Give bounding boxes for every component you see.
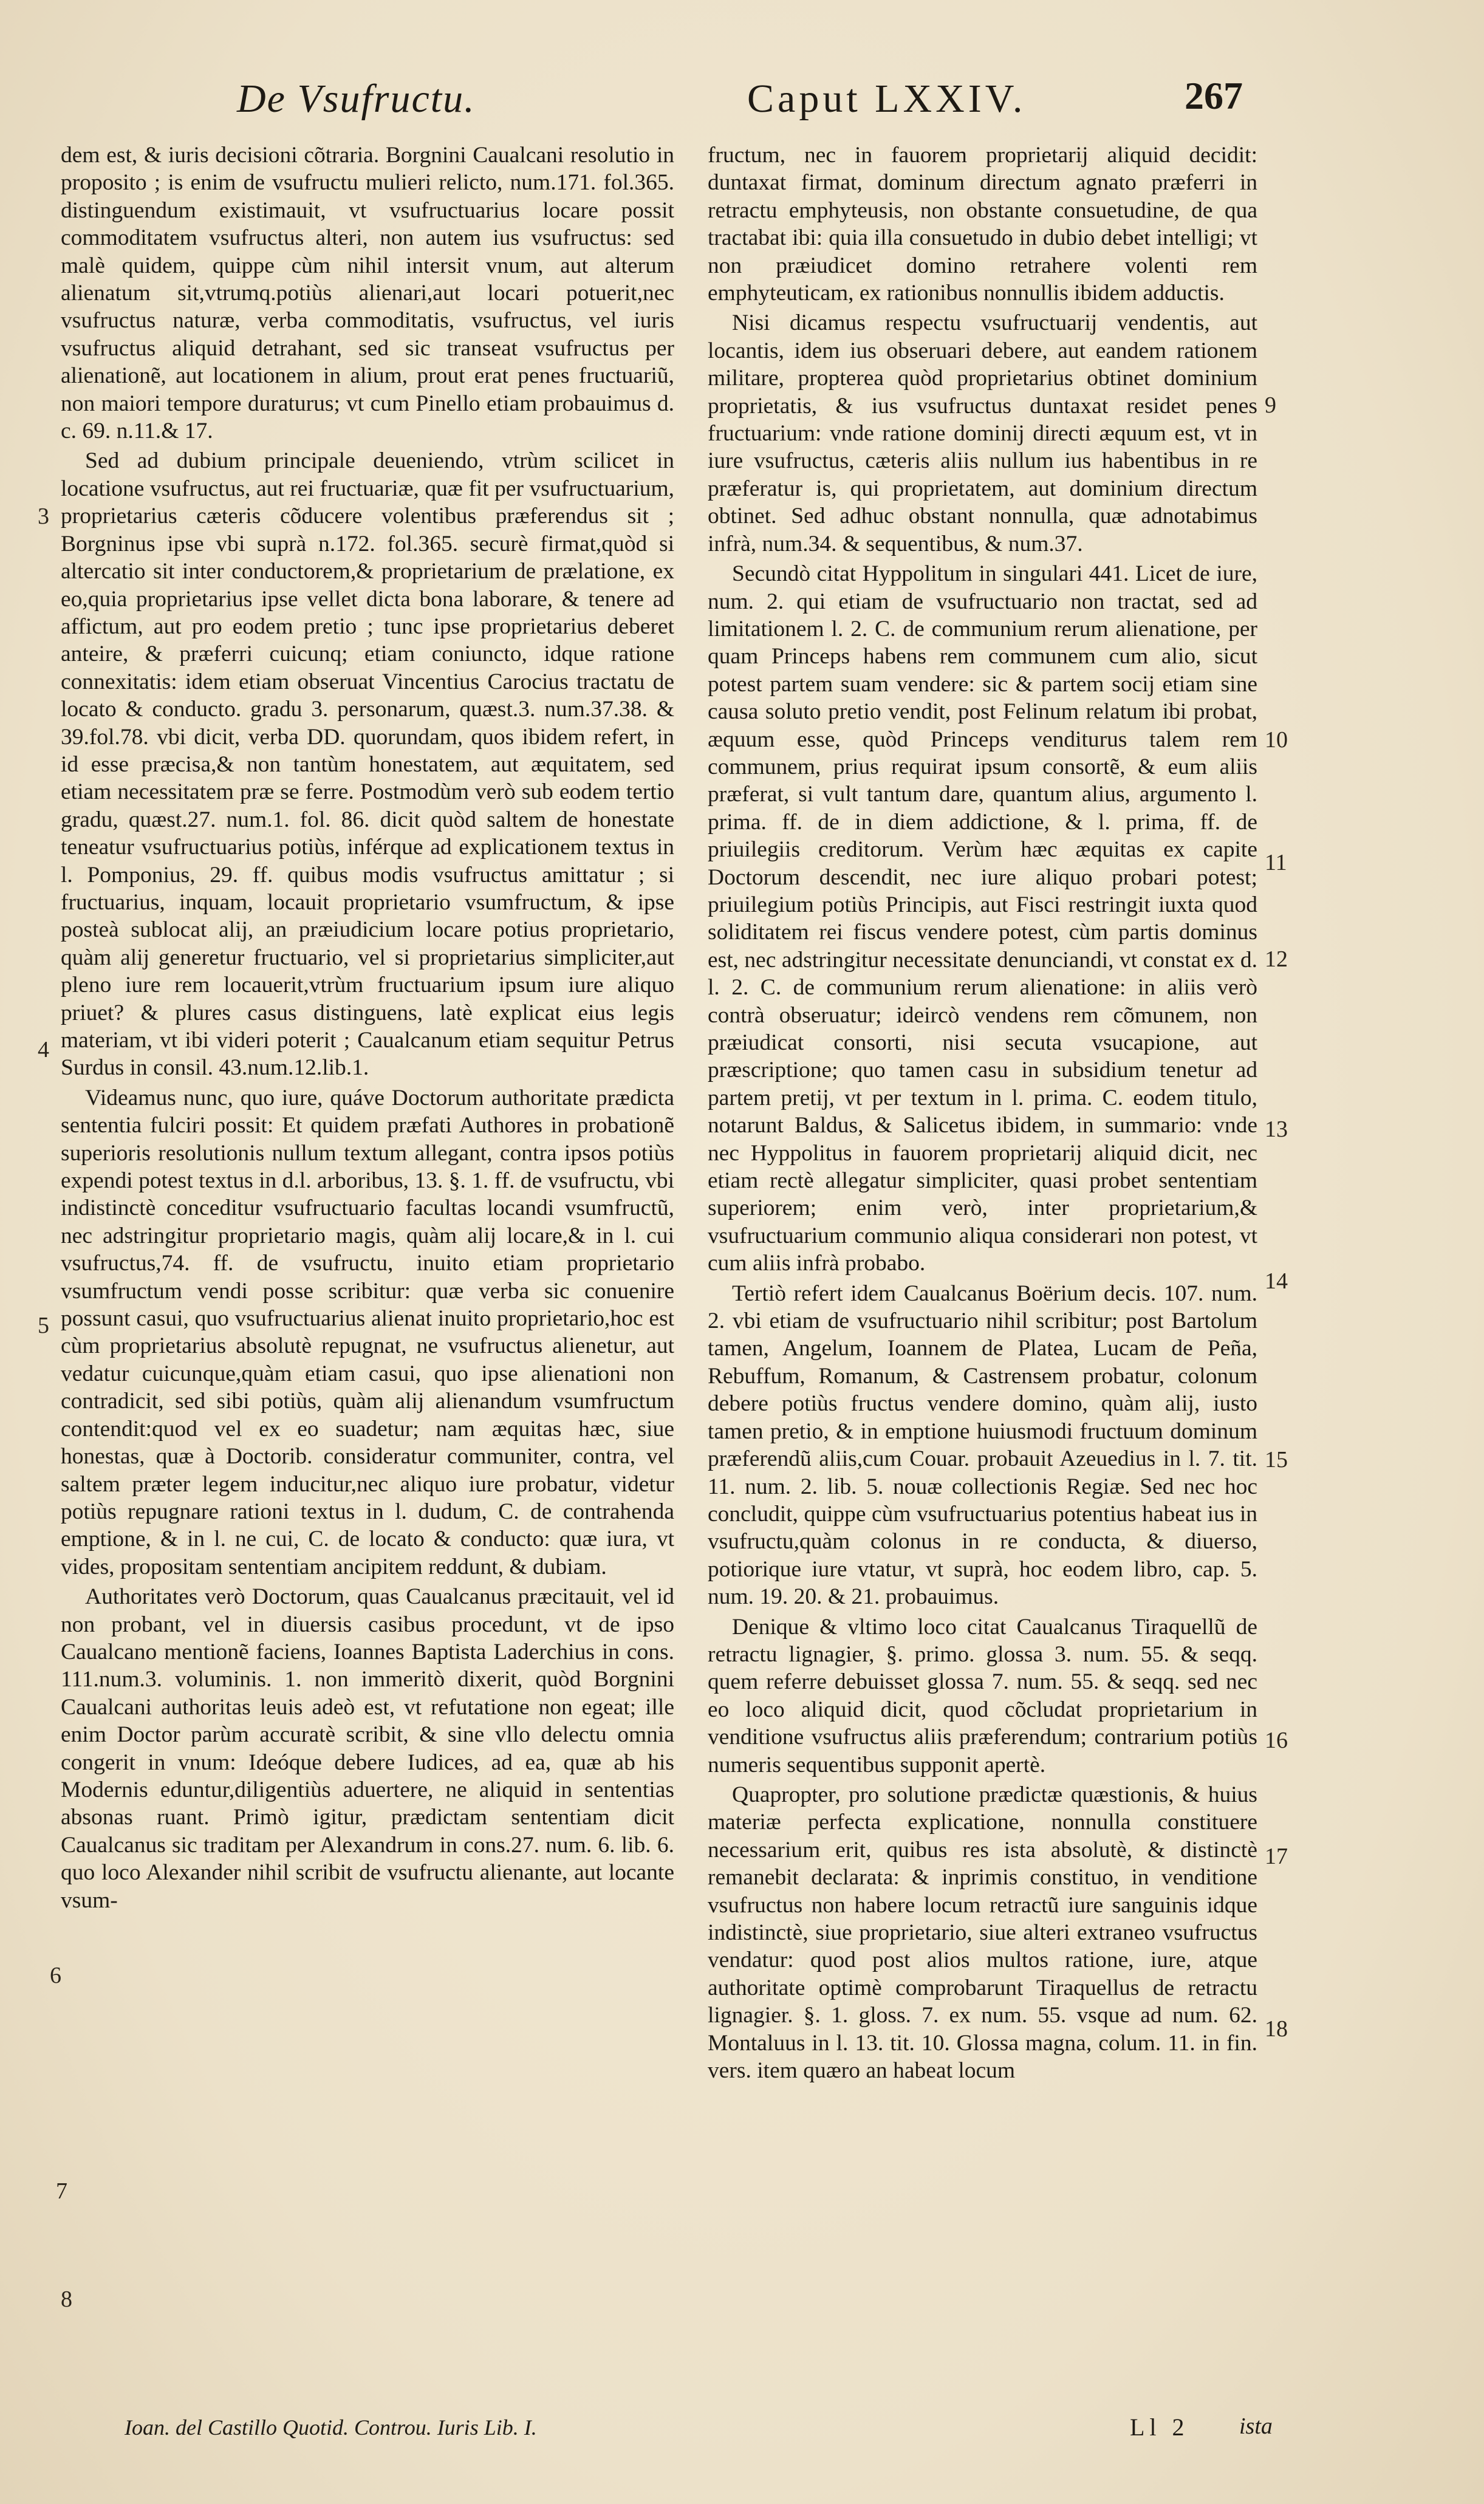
margin-number: 17 [1265,1844,1288,1869]
margin-number: 13 [1265,1117,1288,1142]
paragraph: Videamus nunc, quo iure, quáve Doctorum authoritate prædicta sententia fulciri possit: Et quidem præfati Authores in probationẽ superioris resolutionis nullum textum allegant, contra ipsos potiùs expendi potest textus in d.l. arboribus, 13. §. 1. ff. de vsufructu, vbi indistinctè conceditur vsufructuario facultas locandi vsumfructũ, nec adstringitur proprietario magis, quàm alij locare,& in l. cui vsufructus,74. ff. de vsufructu, inuito etiam proprietario vsumfructum vendi posse scribitur: quæ verba sic conuenire possunt casui, quo vsufructuarius alienat inuito proprietario,hoc est cùm proprietarius absolutè repugnat, ne vsufructus alienetur, aut vedatur cuicunque,quàm etiam casui, quo ipse alienationi non contradicit, sed sibi potiùs, quàm alij alienandum vsumfructum contendit:quod vel ex eo suadetur; nam æquitas hæc, siue honestas, quæ à Doctorib. consideratur communiter, contra, vel saltem præter legem inducitur,nec aliquo iure probatur, videtur potiùs repugnare rationi textus in l. dudum, C. de contrahenda emptione, & in l. ne cui, C. de locato & conducto: quæ iura, vt vides, propositam sententiam ancipitem reddunt, & dubiam. [61,1085,674,1579]
margin-number: 14 [1265,1268,1288,1294]
running-head-center: Caput LXXIV. [747,77,1027,121]
signature-mark: Ll 2 [1130,2413,1189,2441]
paragraph: Tertiò refert idem Caualcanus Boërium decis. 107. num. 2. vbi etiam de vsufructuario nihil scribitur; post Bartolum tamen, Angelum, Ioannem de Platea, Lucam de Peña, Rebuffum, Romanum, & Castrensem probatur, colonum debere potiùs fructus vendere domino, quàm alij, iusto tamen pretio, & in emptione huiusmodi fructuum dominum præferendũ aliis,cum Couar. probauit Azeuedius in l. 7. tit. 11. num. 2. lib. 5. nouæ collectionis Regiæ. Sed nec hoc concludit, quippe cùm vsufructuarius potentius habeat ius in vsufructu,quàm colonus in re conducta, & diuerso, potiorique iure vtatur, vt suprà, hoc eodem libro, cap. 5. num. 19. 20. & 21. probauimus. [708,1281,1257,1610]
paragraph: Nisi dicamus respectu vsufructuarij vendentis, aut locantis, idem ius obseruari debere, aut eandem rationem militare, propterea quòd proprietarius obtinet dominium proprietatis, & ius vsufructus duntaxat residet penes fructuarium: vnde ratione dominij directi æquum est, vt in iure vsufructus, cæteris aliis nullum ius habentibus in re præferatur is, qui proprietatem, aut dominium directum obtinet. Sed adhuc obstant nonnulla, quæ adnotabimus infrà, num.34. & sequentibus, & num.37. [708,310,1257,556]
margin-number: 18 [1265,2016,1288,2042]
paragraph: Secundò citat Hyppolitum in singulari 441. Licet de iure, num. 2. qui etiam de vsufructuario non tractat, sed ad limitationem l. 2. C. de communium rerum alienatione, per quam Princeps habens rem communem cum alio, sicut potest partem suam vendere: sic & partem socij etiam sine causa soluto pretio vendit, post Felinum relatum ibi probat, æquum esse, quòd Princeps venditurus talem rem communem, prius requirat ipsum consortẽ, & eum aliis præferat, si vult tantum dare, quantum alius, argumento l. prima. ff. de in diem addictione, & l. prima, ff. de priuilegiis creditorum. Verùm hæc æquitas ex capite Doctorum descendit, nec iure aliquo probari potest; priuilegium potiùs Principis, aut Fisci restringit iuxta quod soliditatem rei fiscus vendere potest, cùm partis dominus est, nec adstringitur necessitate denunciandi, vt constat ex d. l. 2. C. de communium rerum alienatione: in aliis verò contrà obseruatur; ideircò vendens rem cõmunem, non præiudicat consorti, nisi secuta vsucapione, aut præscriptione; quo tamen casu in subsidium tenetur ad partem pretij, vt per textum in l. prima. C. eodem titulo, notarunt Baldus, & Salicetus ibidem, in summario: vnde nec Hyppolitus in fauorem proprietarij aliquid dicit, nec etiam rectè allegatur simpliciter, quasi probet sententiam superiorem; enim verò, inter proprietarium,& vsufructuarium communio aliqua considerari non potest, vt cum aliis infrà probabo. [708,561,1257,1276]
margin-number: 7 [56,2178,67,2204]
margin-number: 15 [1265,1447,1288,1473]
page-header [0,76,1484,137]
paragraph: Quapropter, pro solutione prædictæ quæstionis, & huius materiæ perfecta explicatione, nonnulla constituere necessarium erit, quibus res ista absolutè, & distinctè remanebit declarata: & inprimis constituo, in venditione vsufructus non habere locum retractũ iure sanguinis idque indistinctè, siue proprietario, siue alteri extraneo vsufructus vendatur: quod post alios multos ratione, iure, atque authoritate optimè comprobarunt Tiraquellus de retractu lignagier. §. 1. gloss. 7. ex num. 55. vsque ad num. 62. Montaluus in l. 13. tit. 10. Glossa magna, colum. 11. in fin. vers. item quæro an habeat locum [708,1782,1257,2084]
margin-number: 12 [1265,946,1288,972]
paragraph: fructum, nec in fauorem proprietarij aliquid decidit: duntaxat firmat, dominum directum agnato præferri in retractu emphyteusis, non obstante consuetudine, de qua tractabat ibi: quia illa consuetudo in dubio debet intelligi; vt non præiudicet domino retrahere volenti rem emphyteuticam, ex rationibus nonnullis ibidem adductis. [708,143,1257,306]
right-column [708,142,1257,2407]
margin-number: 6 [50,1963,61,1988]
margin-number: 11 [1265,850,1287,875]
margin-number: 4 [38,1037,49,1062]
margin-number: 5 [38,1313,49,1338]
margin-number: 8 [61,2287,72,2312]
footer-running-title: Ioan. del Castillo Quotid. Controu. Iuris Lib. I. [125,2415,537,2440]
margin-number: 16 [1265,1728,1288,1753]
page-number: 267 [1185,74,1243,117]
paragraph: Denique & vltimo loco citat Caualcanus Tiraquellũ de retractu lignagier, §. primo. glossa 3. num. 55. & seqq. quem referre debuisset glossa 7. num. 55. & seqq. sed nec eo loco aliquid dicit, quod cõcludat proprietarium in venditione vsufructus aliis præferendum; contrarium potiùs numeris sequentibus supponit apertè. [708,1614,1257,1777]
paragraph: Authoritates verò Doctorum, quas Caualcanus præcitauit, vel id non probant, vel in diuersis casibus procedunt, vt de ipso Caualcano mentionẽ faciens, Ioannes Baptista Laderchius in cons. 111.num.3. voluminis. 1. non immeritò dixerit, quòd Borgnini Caualcani authoritas leuis adeò est, vt refutatione non egeat; ille enim Doctor parùm accuratè scribit, & sine vllo delectu omnia congerit in vnum: Ideóque debere Iudices, ad ea, quæ ab his Modernis eduntur,diligentiùs aduertere, ne aliquid in sententias absonas ruant. Primò igitur, prædictam sententiam dicit Caualcanus sic traditam per Alexandrum in cons.27. num. 6. lib. 6. quo loco Alexander nihil scribit de vsufructu alienante, aut locante vsum- [61,1584,674,1913]
margin-number: 3 [38,504,49,529]
left-column [61,142,674,2407]
margin-number: 10 [1265,727,1288,753]
running-head-left: De Vsufructu. [237,77,476,121]
margin-number: 9 [1265,392,1276,418]
paragraph: Sed ad dubium principale deueniendo, vtrùm scilicet in locatione vsufructus, aut rei fructuariæ, quæ fit per vsufructuarium, proprietarius cæteris cõducere volentibus præferendus sit ; Borgninus ipse vbi suprà n.172. fol.365. securè firmat,quòd si altercatio sit inter conductorem,& proprietarium de prælatione, ex eo,quia proprietarius ipse vellet dicta bona laborare, & tenere ad affictum, aut pro eodem pretio ; tunc ipse proprietarius deberet anteire, & præferri cuicunq; etiam coniuncto, idque ratione connexitatis: idem etiam obseruat Vincentius Carocius tractatu de locato & conducto. gradu 3. personarum, quæst.3. num.37.38. & 39.fol.78. vbi dicit, verba DD. quorundam, quos ibidem refert, in id esse præcisa,& non tantùm honestatem, aut æquitatem, sed etiam necessitatem præ se ferre. Postmodùm verò sub eodem tertio gradu, quæst.27. num.1. fol. 86. dicit quòd saltem de honestate teneatur vsufructuarius potiùs, inférque ad explicationem textus in l. Pomponius, 29. ff. quibus modis vsufructus amittatur ; si fructuarius, inquam, locauit proprietario vsumfructum, & ipse posteà sublocat alij, an præiudicium locare potius proprietario, quàm alij generetur fructuario, vel si proprietarius simpliciter,aut pleno iure rem locauerit,vtrùm fructuarium ipsum iure aliquo priuet? & plures casus distinguens, latè explicat eius legis materiam, vt ibi videri poterit ; Caualcanum etiam sequitur Petrus Surdus in consil. 43.num.12.lib.1. [61,448,674,1081]
paragraph: dem est, & iuris decisioni cõtraria. Borgnini Caualcani resolutio in proposito ; is enim de vsufructu mulieri relicto, num.171. fol.365. distinguendum existimauit, vt vsufructuarius locare possit commoditatem vsufructus alteri, non autem ius vsufructus: sed malè quidem, quippe cùm nihil intersit vnum, aut alterum alienatum sit,vtrumq.potiùs alienari,aut locari potuerit,nec vsufructus naturæ, verba commoditatis, vsufructus, vel iuris vsufructus aliquid detrahant, sed sic transeat vsufructus per alienationẽ, aut locationem in alium, prout erat penes fructuariũ, non maiori tempore duraturus; vt cum Pinello etiam probauimus d. c. 69. n.11.& 17. [61,143,674,444]
catchword: ista [1239,2413,1273,2439]
